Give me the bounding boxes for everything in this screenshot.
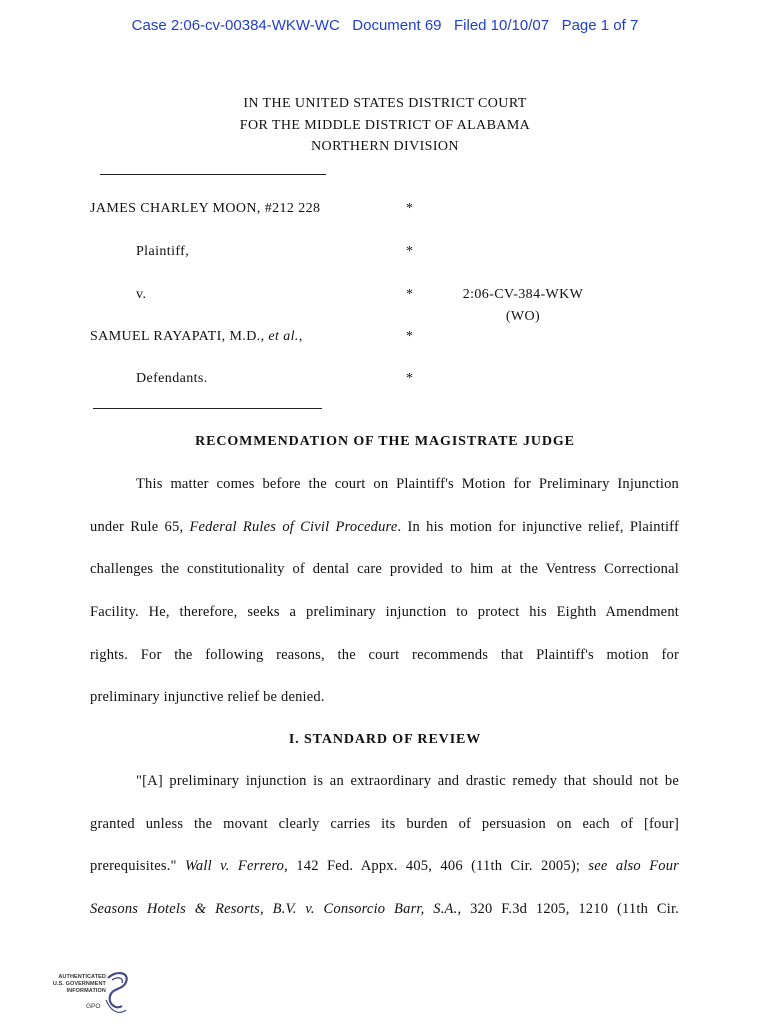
body-text: 142 Fed. Appx. 405, 406 (11th Cir. 2005);: [287, 858, 589, 874]
body-line: [90, 519, 679, 536]
seal-line: INFORMATION: [66, 988, 106, 994]
court-name-line-1: IN THE UNITED STATES DISTRICT COURT: [243, 96, 527, 111]
seal-line: U.S. GOVERNMENT: [52, 981, 106, 987]
body-line: [90, 901, 679, 918]
caption-star: *: [406, 244, 413, 259]
defendant-role: Defendants.: [136, 371, 208, 386]
body-line: "[A] preliminary injunction is an extraordinary and drastic remedy that should not be: [136, 773, 679, 789]
body-line: Facility. He, therefore, seeks a preliminary injunction to protect his Eighth Amendment: [90, 604, 679, 620]
body-text: 320 F.3d 1205, 1210 (11th Cir.: [461, 901, 680, 917]
versus: v.: [136, 287, 147, 302]
case-number: 2:06-CV-384-WKW: [462, 287, 584, 302]
seal-line: AUTHENTICATED: [58, 974, 106, 980]
caption-star: *: [406, 201, 413, 216]
body-line: granted unless the movant clearly carries its burden of persuasion on each of [four]: [90, 816, 679, 832]
defendant-name: [90, 329, 303, 345]
body-line: rights. For the following reasons, the court recommends that Plaintiff's motion for: [90, 647, 679, 663]
section-heading: I. STANDARD OF REVIEW: [288, 732, 482, 747]
body-text: . In his motion for injunctive relief, Plaintiff: [397, 519, 679, 535]
ecf-header: Case 2:06-cv-00384-WKW-WC Document 69 Filed 10/10/07 Page 1 of 7: [131, 17, 639, 34]
caption-star: *: [406, 329, 413, 344]
plaintiff-role: Plaintiff,: [136, 244, 190, 259]
body-text: under Rule 65,: [90, 519, 190, 535]
italic-citation: see also Four: [588, 858, 679, 874]
court-division: NORTHERN DIVISION: [311, 139, 459, 154]
caption-top-rule: [100, 174, 326, 175]
body-text: prerequisites.": [90, 858, 185, 874]
gpo-authentication-seal: [44, 970, 134, 1018]
defendant-name-text: SAMUEL RAYAPATI, M.D.,: [90, 329, 269, 344]
document-title: RECOMMENDATION OF THE MAGISTRATE JUDGE: [195, 434, 575, 449]
italic-citation: Seasons Hotels & Resorts, B.V. v. Consorcio Barr, S.A.,: [90, 901, 462, 917]
body-line: [90, 858, 679, 875]
gpo-eagle-icon: [102, 970, 132, 1016]
defendant-comma: ,: [298, 329, 303, 344]
et-al: et al.: [268, 329, 299, 344]
plaintiff-name: JAMES CHARLEY MOON, #212 228: [90, 201, 321, 216]
court-name-line-2: FOR THE MIDDLE DISTRICT OF ALABAMA: [239, 118, 531, 133]
italic-citation: Wall v. Ferrero,: [184, 858, 288, 874]
body-line: preliminary injunctive relief be denied.: [90, 689, 325, 705]
caption-star: *: [406, 287, 413, 302]
italic-citation: Federal Rules of Civil Procedure: [189, 519, 398, 535]
seal-gpo: GPO: [86, 1003, 101, 1010]
caption-star: *: [406, 371, 413, 386]
body-line: This matter comes before the court on Plaintiff's Motion for Preliminary Injunction: [136, 476, 679, 492]
case-number-suffix: (WO): [505, 309, 541, 324]
caption-bottom-rule: [93, 408, 322, 409]
body-line: challenges the constitutionality of dental care provided to him at the Ventress Correctional: [90, 561, 679, 577]
